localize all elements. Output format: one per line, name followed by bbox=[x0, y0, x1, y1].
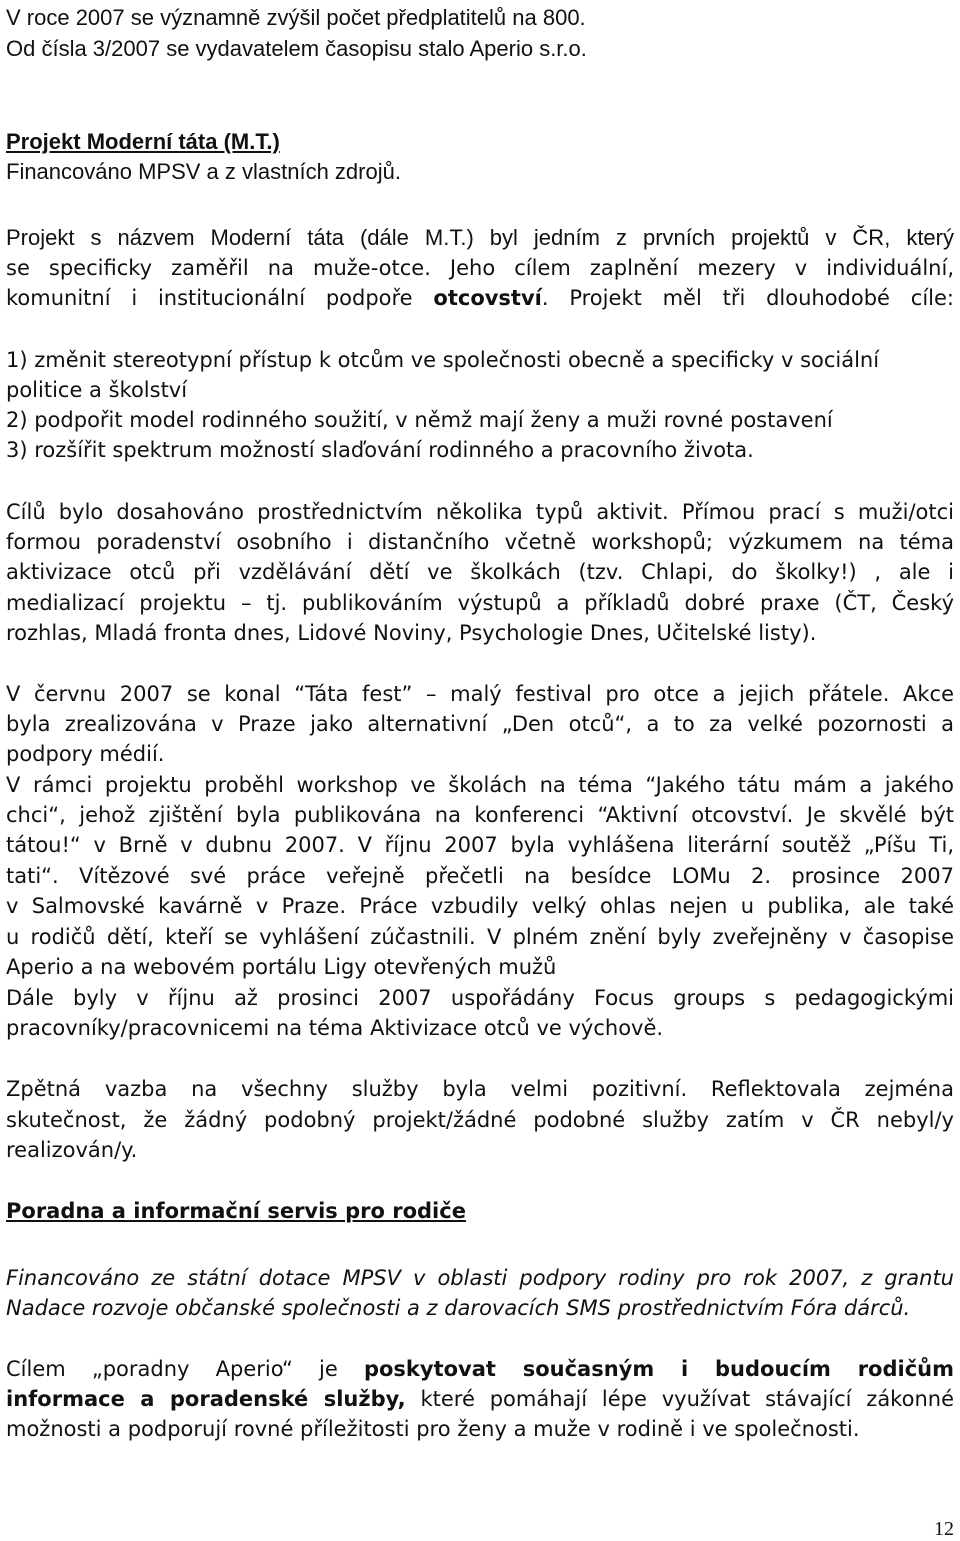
paragraph-text: komunitní i institucionální podpoře bbox=[6, 286, 413, 310]
funding-note: Financováno ze státní dotace MPSV v oblasti podpory rodiny pro rok 2007, z grantu bbox=[6, 1266, 954, 1290]
paragraph-line: rozhlas, Mladá fronta dnes, Lidové Noviny, Psychologie Dnes, Učitelské listy). bbox=[6, 621, 817, 645]
paragraph-line: tati“. Vítězové své práce veřejně přečetli na besídce LOMu 2. prosince 2007 bbox=[6, 864, 954, 888]
paragraph-text: které pomáhají lépe využívat stávající zákonné bbox=[420, 1387, 954, 1411]
paragraph-line: skutečnost, že žádný podobný projekt/žádné podobné služby zatím v ČR nebyl/y bbox=[6, 1108, 954, 1132]
paragraph-text: . Projekt měl tři dlouhodobé cíle: bbox=[541, 286, 954, 310]
goal-item: 3) rozšířit spektrum možností slaďování rodinného a pracovního života. bbox=[6, 438, 754, 462]
paragraph-line: realizován/y. bbox=[6, 1138, 138, 1162]
intro-line: V roce 2007 se významně zvýšil počet předplatitelů na 800. bbox=[6, 5, 586, 30]
paragraph-line bbox=[6, 1354, 954, 1384]
paragraph-line bbox=[6, 283, 954, 313]
intro-line: Od čísla 3/2007 se vydavatelem časopisu stalo Aperio s.r.o. bbox=[6, 36, 587, 61]
section-heading-poradna: Poradna a informační servis pro rodiče bbox=[6, 1199, 466, 1223]
paragraph-line: medializací projektu – tj. publikováním výstupů a příkladů dobré praxe (ČT, Český bbox=[6, 591, 954, 615]
funding-note: Nadace rozvoje občanské společnosti a z darovacích SMS prostřednictvím Fóra dárců. bbox=[6, 1296, 911, 1320]
section-heading-moderni-tata: Projekt Moderní táta (M.T.) bbox=[6, 129, 280, 154]
paragraph-line: Dále byly v říjnu až prosinci 2007 uspořádány Focus groups s pedagogickými bbox=[6, 986, 954, 1010]
paragraph-line: formou poradenství osobního i distančního včetně workshopů; výzkumem na téma bbox=[6, 530, 954, 554]
emphasis-otcovstvi: otcovství bbox=[433, 286, 542, 310]
paragraph-line: tátou!“ v Brně v dubnu 2007. V říjnu 2007 byla vyhlášena literární soutěž „Píšu Ti, bbox=[6, 833, 954, 857]
paragraph-line: Projekt s názvem Moderní táta (dále M.T.) byl jedním z prvních projektů v ČR, který bbox=[6, 225, 954, 250]
paragraph-line: se specificky zaměřil na muže-otce. Jeho cílem zaplnění mezery v individuální, bbox=[6, 256, 954, 280]
page-number: 12 bbox=[934, 1518, 954, 1540]
paragraph-line: v Salmovské kavárně v Praze. Práce vzbudily velký ohlas nejen u publika, ale také bbox=[6, 894, 954, 918]
funding-note: Financováno MPSV a z vlastních zdrojů. bbox=[6, 159, 401, 184]
paragraph-line: pracovníky/pracovnicemi na téma Aktivizace otců ve výchově. bbox=[6, 1016, 664, 1040]
emphasis-text: informace a poradenské služby, bbox=[6, 1387, 406, 1411]
goal-item: politice a školství bbox=[6, 378, 188, 402]
goal-item: 2) podpořit model rodinného soužití, v němž mají ženy a muži rovné postavení bbox=[6, 408, 833, 432]
paragraph-text: Cílem „poradny Aperio“ je bbox=[6, 1357, 338, 1381]
paragraph-line: Zpětná vazba na všechny služby byla velmi pozitivní. Reflektovala zejména bbox=[6, 1077, 954, 1101]
paragraph-line: možnosti a podporují rovné příležitosti pro ženy a muže v rodině i ve společnosti. bbox=[6, 1417, 860, 1441]
emphasis-text: poskytovat současným i budoucím rodičům bbox=[363, 1357, 954, 1381]
paragraph-line: Aperio a na webovém portálu Ligy otevřených mužů bbox=[6, 955, 557, 979]
paragraph-line: u rodičů dětí, kteří se vyhlášení zúčastnili. V plném znění byly zveřejněny v časopise bbox=[6, 925, 954, 949]
paragraph-line: chci“, jehož zjištění byla publikována na konferenci “Aktivní otcovství. Je skvělé být bbox=[6, 803, 954, 827]
paragraph-line bbox=[6, 1384, 954, 1414]
goal-item: 1) změnit stereotypní přístup k otcům ve společnosti obecně a specificky v sociální bbox=[6, 348, 880, 372]
paragraph-line: podpory médií. bbox=[6, 742, 165, 766]
paragraph-line: V rámci projektu proběhl workshop ve školách na téma “Jakého tátu mám a jakého bbox=[6, 773, 954, 797]
paragraph-line: aktivizace otců při vzdělávání dětí ve školkách (tzv. Chlapi, do školky!) , ale i bbox=[6, 560, 954, 584]
paragraph-line: V červnu 2007 se konal “Táta fest” – malý festival pro otce a jejich přátele. Akce bbox=[6, 682, 954, 706]
paragraph-line: byla zrealizována v Praze jako alternativní „Den otců“, a to za velké pozornosti a bbox=[6, 712, 954, 736]
paragraph-line: Cílů bylo dosahováno prostřednictvím několika typů aktivit. Přímou prací s muži/otci bbox=[6, 500, 954, 524]
